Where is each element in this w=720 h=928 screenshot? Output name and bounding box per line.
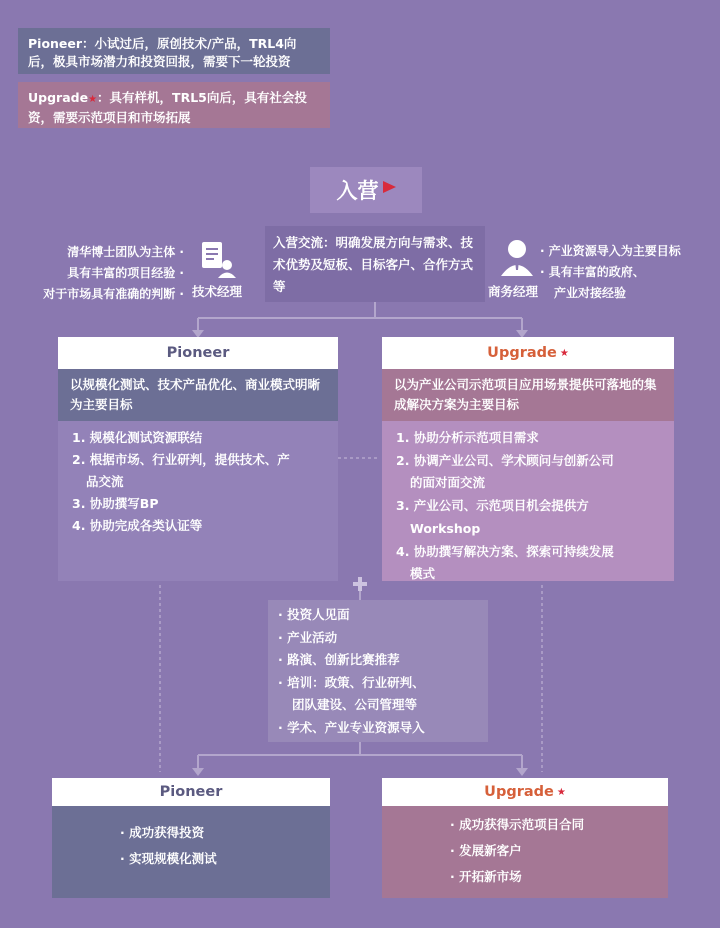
list-item: · 投资人见面 [278, 607, 350, 622]
list-item: · 培训：政策、行业研判、 [278, 674, 425, 690]
upgrade-card-title-box [382, 337, 674, 369]
list-item: Workshop [410, 520, 481, 536]
legend-pioneer-text: Pioneer：小试过后，原创技术/产品，TRL4向后，极具市场潜力和投资回报，需要下一轮投资 [28, 36, 297, 69]
list-item: 2. 协调产业公司、学术顾问与创新公司 [396, 452, 614, 468]
list-item: 3. 产业公司、示范项目机会提供方 [396, 498, 589, 514]
tech-manager-line: 对于市场具有准确的判断 · [43, 287, 184, 301]
tech-manager-line: 具有丰富的项目经验 · [67, 266, 184, 280]
list-item: 团队建设、公司管理等 [292, 697, 418, 712]
list-item: · 实现规模化测试 [120, 851, 217, 866]
list-item: 1. 规模化测试资源联结 [72, 430, 203, 445]
entry-exchange-text: 入营交流：明确发展方向与需求、技术优势及短板、目标客户、合作方式等 [273, 235, 474, 294]
pioneer-card [58, 337, 338, 581]
tech-manager-description [6, 242, 184, 305]
business-manager-line: · 具有丰富的政府、 [540, 265, 645, 279]
list-item: · 路演、创新比赛推荐 [278, 652, 400, 667]
legend-upgrade [18, 82, 330, 128]
upgrade-card-goal [382, 369, 674, 421]
tech-manager-line: 清华博士团队为主体 · [67, 245, 184, 259]
legend-upgrade-text: ：具有样机，TRL5向后，具有社会投资，需要示范项目和市场拓展 [28, 90, 307, 125]
list-item: · 成功获得示范项目合同 [450, 817, 585, 832]
upgrade-goal-text: 以为产业公司示范项目应用场景提供可落地的集成解决方案为主要目标 [394, 377, 657, 412]
pioneer-goal-text: 以规模化测试、技术产品优化、商业模式明晰为主要目标 [70, 377, 321, 412]
entry-exchange-box [265, 226, 485, 302]
list-item: 4. 协助撰写解决方案、探索可持续发展 [396, 543, 614, 559]
entry-title-box [310, 167, 422, 213]
upgrade-card [382, 337, 674, 581]
entry-title: 入营 [336, 179, 379, 203]
list-item: 4. 协助完成各类认证等 [72, 518, 203, 533]
list-item: · 开拓新市场 [450, 869, 522, 884]
list-item: · 产业活动 [278, 629, 338, 645]
pioneer-result-list [52, 806, 330, 898]
business-manager-line: · 产业资源导入为主要目标 [540, 244, 681, 258]
business-manager-description [540, 241, 720, 304]
star-icon: ★ [88, 94, 98, 105]
list-item: 2. 根据市场、行业研判，提供技术、产 [72, 452, 290, 467]
list-item: · 发展新客户 [450, 843, 522, 858]
upgrade-card-title: Upgrade [487, 345, 557, 361]
pioneer-card-list [58, 421, 338, 581]
pioneer-result-title: Pioneer [52, 778, 330, 806]
upgrade-result-list [382, 806, 668, 898]
tech-manager-icon [196, 238, 238, 280]
list-item: · 学术、产业专业资源导入 [278, 719, 425, 735]
legend-upgrade-name: Upgrade [28, 90, 89, 105]
list-item: 3. 协助撰写BP [72, 496, 159, 511]
upgrade-result-title: Upgrade [484, 784, 554, 800]
list-item: 1. 协助分析示范项目需求 [396, 430, 539, 445]
business-manager-label: 商务经理 [488, 284, 539, 299]
list-item: 模式 [410, 566, 436, 582]
upgrade-result-title-box [382, 778, 668, 806]
business-manager-icon [496, 236, 538, 278]
pioneer-result-card [52, 778, 330, 898]
list-item: 品交流 [86, 474, 124, 489]
flag-icon [383, 181, 396, 193]
list-item: · 成功获得投资 [120, 825, 205, 840]
tech-manager-label: 技术经理 [192, 284, 243, 299]
upgrade-result-card [382, 778, 668, 898]
list-item: 的面对面交流 [410, 475, 486, 491]
upgrade-card-list [382, 421, 674, 581]
legend-pioneer [18, 28, 330, 74]
star-icon: ★ [556, 786, 566, 798]
business-manager-line: 产业对接经验 [554, 286, 627, 300]
pioneer-card-title: Pioneer [58, 337, 338, 369]
star-icon: ★ [559, 347, 569, 359]
pioneer-card-goal [58, 369, 338, 421]
shared-services-box [268, 600, 488, 742]
